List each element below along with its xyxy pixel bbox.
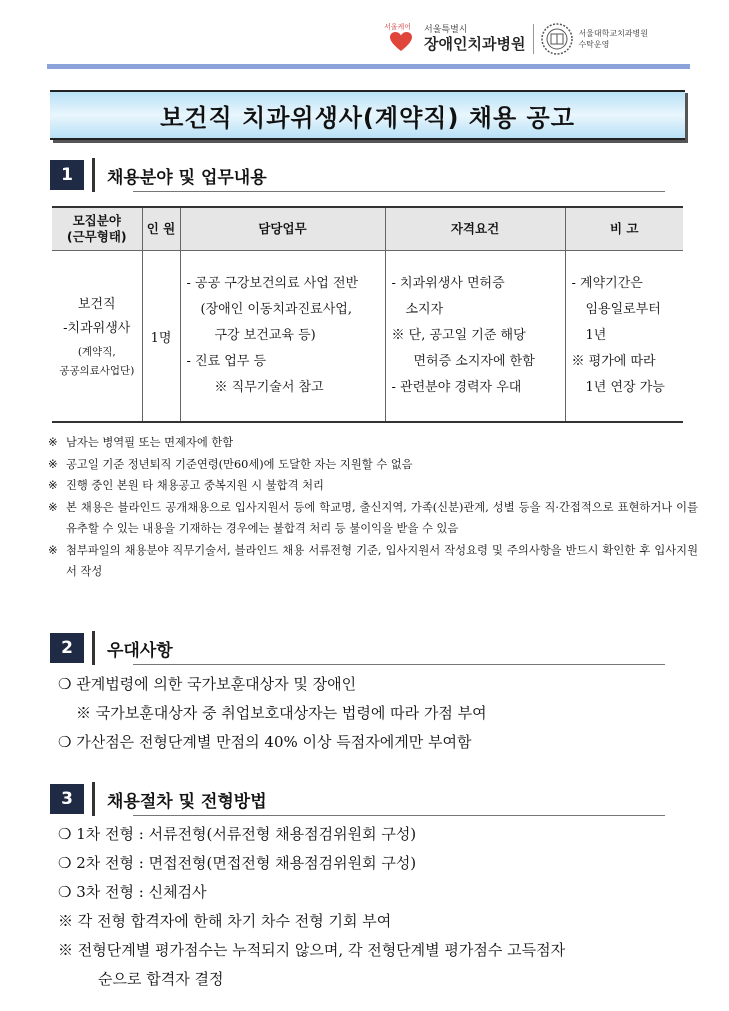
procedure-list [58,820,708,994]
header-rule [47,64,690,69]
seoul-care-logo [384,24,418,54]
city-name: 서울특별시 [424,25,468,35]
preferences-list [58,670,708,757]
cell-count: 1명 [142,251,180,423]
operator-role: 수탁운영 [578,40,610,49]
list-item: ※ 첨부파일의 채용분야 직무기술서, 블라인드 채용 서류전형 기준, 입사지원서 작성요령 및 주의사항을 반드시 확인한 후 입사지원서 작성 [48,543,698,578]
cell-duty: - 공공 구강보건의료 사업 전반 (장애인 이동치과진료사업, 구강 보건교육 등) - 진료 업무 등 ※ 직무기술서 참고 [180,251,385,423]
title-banner [50,90,685,140]
header-qualification: 자격요건 [385,207,565,251]
list-item: ※ 공고일 기준 정년퇴직 기준연령(만60세)에 도달한 자는 지원할 수 없음 [48,457,413,471]
section-rule [133,815,665,816]
cell-remarks: - 계약기간은 임용일로부터 1년 ※ 평가에 따라 1년 연장 가능 [565,251,683,423]
list-item: ※ 본 채용은 블라인드 공개채용으로 입사지원서 등에 학교명, 출신지역, 가족(신분)관계, 성별 등을 직·간접적으로 표현하거나 이를 유추할 수 있는 내용을 기재하는 경우에는 불합격 처리 등 불이익을 받을 수 있음 [48,500,698,535]
list-item: ❍ 2차 전형 : 면접전형(면접전형 채용점검위원회 구성) [58,854,417,872]
section-title: 채용절차 및 전형방법 [107,791,267,812]
section-rule [133,191,665,192]
list-item: ※ 국가보훈대상자 중 취업보호대상자는 법령에 따라 가점 부여 [76,704,487,722]
table-header-row [52,207,683,251]
logo-divider [533,24,534,54]
section-bar [92,158,95,192]
hospital-name: 장애인치과병원 [424,35,526,53]
list-item: ❍ 관계법령에 의한 국가보훈대상자 및 장애인 [58,675,357,693]
list-item: ❍ 3차 전형 : 신체검사 [58,883,207,901]
list-item: ※ 각 전형 합격자에 한해 차기 차수 전형 기회 부여 [58,912,392,930]
section-bar [92,631,95,665]
section-header-3 [50,782,267,816]
section-bar [92,782,95,816]
cell-qualification: - 치과위생사 면허증 소지자 ※ 단, 공고일 기준 해당 면허증 소지자에 한함 - 관련분야 경력자 우대 [385,251,565,423]
page-title: 보건직 치과위생사(계약직) 채용 공고 [160,103,575,132]
snu-emblem-icon [540,22,574,56]
header-count: 인 원 [142,207,180,251]
table-row [52,251,683,423]
header-field: 모집분야 (근무형태) [52,207,142,251]
section-number: 1 [50,160,84,190]
list-item: ※ 남자는 병역필 또는 면제자에 한함 [48,436,234,449]
recruitment-table [52,206,683,423]
section-header-2 [50,631,173,665]
header-duty: 담당업무 [180,207,385,251]
list-item: 순으로 합격자 결정 [98,970,224,988]
header-remarks: 비 고 [565,207,683,251]
list-item: ❍ 1차 전형 : 서류전형(서류전형 채용점검위원회 구성) [58,825,417,843]
section-rule [133,664,665,665]
list-item: ※ 전형단계별 평가점수는 누적되지 않으며, 각 전형단계별 평가점수 고득점자 [58,941,566,959]
section-number: 2 [50,633,84,663]
section-header-1 [50,158,267,192]
hospital-logo [384,22,648,56]
heart-icon [390,32,412,52]
section-title: 우대사항 [107,640,173,661]
notes-list [48,432,698,583]
seoul-care-text: 서울케어 [384,23,412,31]
list-item: ❍ 가산점은 전형단계별 만점의 40% 이상 득점자에게만 부여함 [58,733,472,751]
list-item: ※ 진행 중인 본원 타 채용공고 중복지원 시 불합격 처리 [48,479,324,492]
section-number: 3 [50,784,84,814]
section-title: 채용분야 및 업무내용 [107,167,267,188]
operator-name: 서울대학교치과병원 [578,29,648,38]
cell-field: 보건직 -치과위생사 (계약직, 공공의료사업단) [52,251,142,423]
